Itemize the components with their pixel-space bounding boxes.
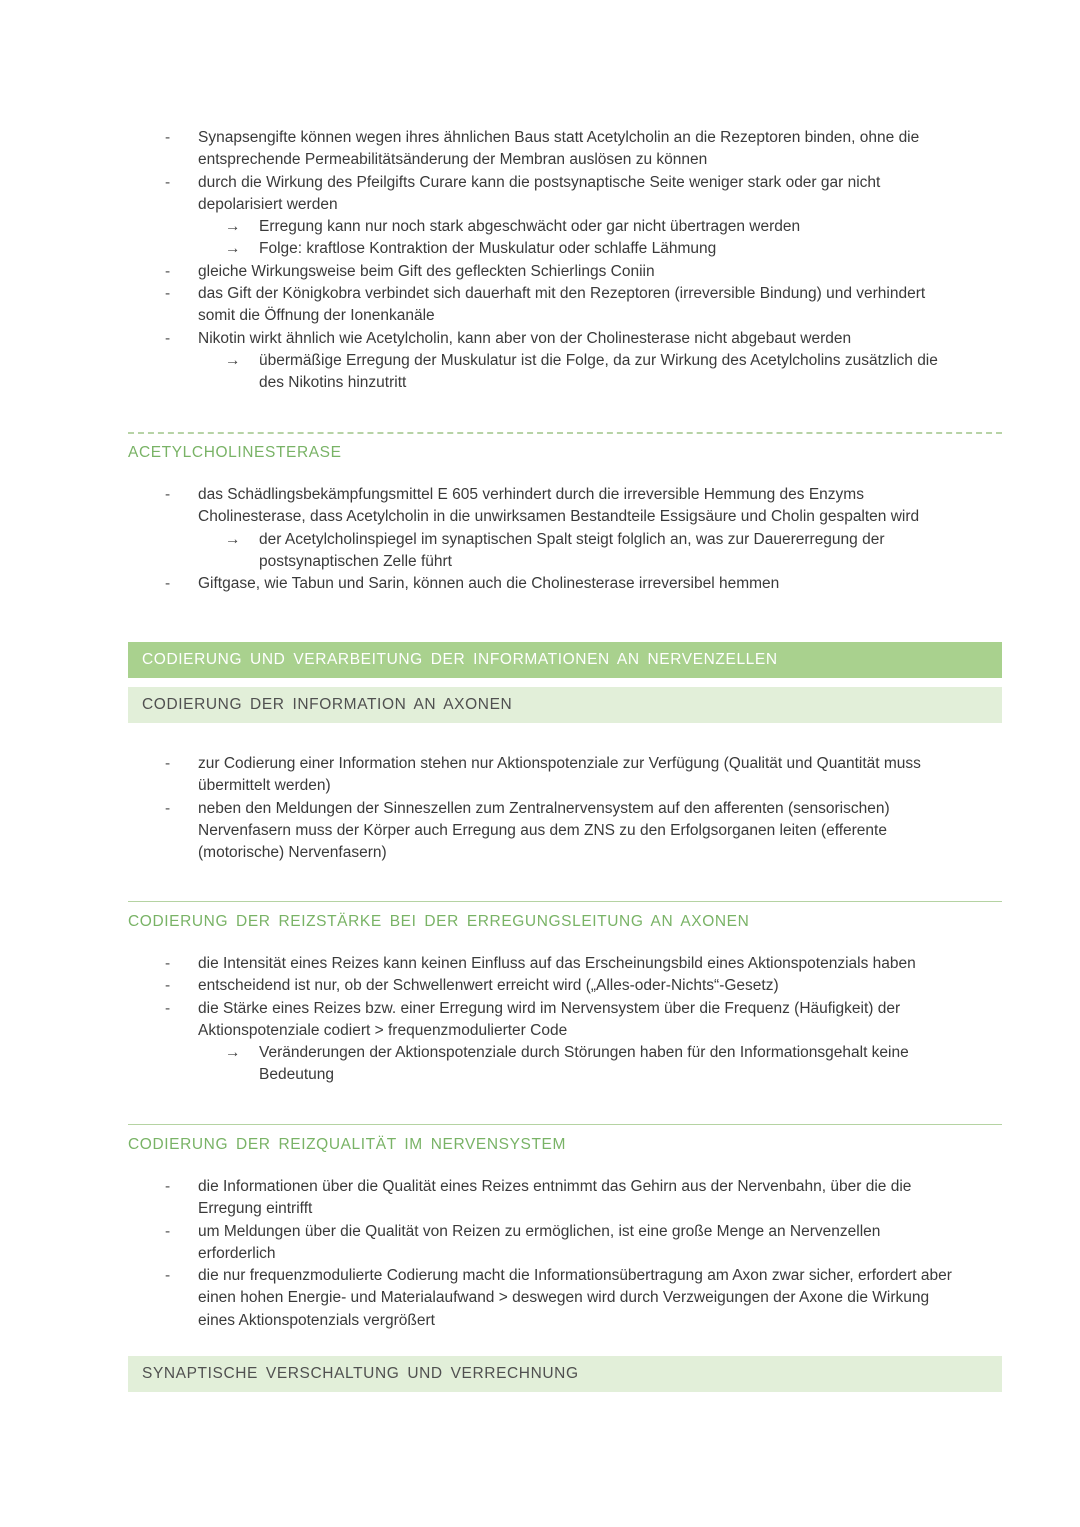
arrow-item — [0, 238, 960, 260]
dash-bullet-icon: - — [165, 486, 171, 503]
dash-bullet-icon: - — [165, 977, 171, 995]
dashed-divider — [128, 432, 1002, 434]
dash-bullet-icon: - — [165, 173, 171, 191]
dash-bullet-icon: - — [165, 329, 171, 347]
bullet-item — [0, 953, 1080, 975]
acetyl-list — [0, 484, 1080, 595]
dash-bullet-icon: - — [165, 1178, 171, 1195]
divider-line — [128, 901, 1002, 902]
arrow-text: Veränderungen der Aktionspotenziale durch Störungen haben für den Informationsgehalt keine Bedeutung — [259, 1044, 909, 1084]
bullet-item — [0, 127, 1080, 172]
bullet-text: die Informationen über die Qualität eines Reizes entnimmt das Gehirn aus der Nervenbahn, über die die Erregung eintrifft — [198, 1178, 912, 1218]
bullet-text: zur Codierung einer Information stehen nur Aktionspotenziale zur Verfügung (Qualität und Quantität muss übermittelt werden) — [198, 755, 921, 795]
arrow-right-icon: → — [225, 240, 241, 258]
bullet-text: die nur frequenzmodulierte Codierung macht die Informationsübertragung am Axon zwar sicher, erfordert aber einen hohen Energie- und Materialaufwand > deswegen wird durch Verzweigungen der Axone die Wirkung eines Aktionspotenzials vergrößert — [198, 1267, 952, 1329]
arrow-text: übermäßige Erregung der Muskulatur ist die Folge, da zur Wirkung des Acetylcholins zusätzlich die des Nikotins hinzutritt — [259, 351, 938, 392]
heading-reizqualitaet: CODIERUNG DER REIZQUALITÄT IM NERVENSYSTEM — [128, 1136, 566, 1153]
bullet-text: das Schädlingsbekämpfungsmittel E 605 verhindert durch die irreversible Hemmung des Enzyms Cholinesterase, dass Acetylcholin in die unwirksamen Bestandteile Essigsäure und Cholin gespalten wird — [198, 486, 920, 526]
arrow-right-icon: → — [225, 351, 241, 369]
subsection-band-axonen: CODIERUNG DER INFORMATION AN AXONEN — [128, 687, 1002, 723]
intro-list — [0, 127, 1080, 395]
bullet-item — [0, 484, 1080, 573]
arrow-item — [0, 1042, 960, 1087]
bullet-item — [0, 1265, 1080, 1332]
bullet-item — [0, 1221, 1080, 1266]
bullet-text: neben den Meldungen der Sinneszellen zum Zentralnervensystem auf den afferenten (sensorischen) Nervenfasern muss der Körper auch Erregung aus dem ZNS zu den Erfolgsorganen leiten (efferente (motorische) Nervenfasern) — [198, 799, 890, 862]
dash-bullet-icon: - — [165, 799, 171, 817]
bullet-text: gleiche Wirkungsweise beim Gift des gefleckten Schierlings Coniin — [198, 262, 655, 280]
divider-line — [128, 1124, 1002, 1125]
reizqualitaet-section — [0, 1176, 1080, 1332]
intro-section — [0, 127, 1080, 395]
dash-bullet-icon: - — [165, 262, 171, 280]
heading-reizstaerke: CODIERUNG DER REIZSTÄRKE BEI DER ERREGUNGSLEITUNG AN AXONEN — [128, 913, 750, 930]
bullet-text: Nikotin wirkt ähnlich wie Acetylcholin, kann aber von der Cholinesterase nicht abgebaut werden — [198, 329, 852, 347]
arrow-text: Erregung kann nur noch stark abgeschwächt oder gar nicht übertragen werden — [259, 218, 801, 236]
section-band-codierung: CODIERUNG UND VERARBEITUNG DER INFORMATIONEN AN NERVENZELLEN — [128, 642, 1002, 678]
reizstaerke-list — [0, 953, 1080, 1087]
bullet-item — [0, 283, 1080, 328]
reizstaerke-section — [0, 953, 1080, 1087]
bullet-text: das Gift der Königkobra verbindet sich dauerhaft mit den Rezeptoren (irreversible Bindung) und verhindert somit die Öffnung der Ionenkanäle — [198, 285, 926, 325]
arrow-item — [0, 216, 960, 238]
dash-bullet-icon: - — [165, 955, 171, 972]
bullet-text: die Stärke eines Reizes bzw. einer Erregung wird im Nervensystem über die Frequenz (Häufigkeit) der Aktionspotenziale codiert > frequenzmodulierter Code — [198, 999, 901, 1039]
arrow-sublist — [198, 216, 960, 261]
acetyl-section — [0, 484, 1080, 595]
bullet-item — [0, 798, 1080, 865]
dash-bullet-icon: - — [165, 285, 171, 303]
arrow-text: der Acetylcholinspiegel im synaptischen Spalt steigt folglich an, was zur Dauererregung der postsynaptischen Zelle führt — [259, 530, 885, 570]
bullet-text: die Intensität eines Reizes kann keinen Einfluss auf das Erscheinungsbild eines Aktionspotenzials haben — [198, 955, 916, 972]
dash-bullet-icon: - — [165, 1222, 171, 1240]
heading-acetylcholinesterase: ACETYLCHOLINESTERASE — [128, 444, 342, 461]
bullet-item — [0, 328, 1080, 395]
bullet-item — [0, 172, 1080, 261]
axon-section — [0, 753, 1080, 864]
bullet-text: Giftgase, wie Tabun und Sarin, können auch die Cholinesterase irreversibel hemmen — [198, 575, 780, 593]
arrow-item — [0, 529, 960, 574]
dash-bullet-icon: - — [165, 129, 171, 146]
arrow-right-icon: → — [225, 530, 241, 548]
reizqualitaet-list — [0, 1176, 1080, 1332]
dash-bullet-icon: - — [165, 755, 171, 772]
dash-bullet-icon: - — [165, 1267, 171, 1285]
bullet-text: um Meldungen über die Qualität von Reizen zu ermöglichen, ist eine große Menge an Nervenzellen erforderlich — [198, 1222, 881, 1262]
bullet-text: durch die Wirkung des Pfeilgifts Curare kann die postsynaptische Seite weniger stark oder gar nicht depolarisiert werden — [198, 173, 881, 213]
bullet-item — [0, 753, 1080, 798]
arrow-item — [0, 350, 960, 395]
arrow-right-icon: → — [225, 218, 241, 236]
dash-bullet-icon: - — [165, 575, 171, 593]
bullet-text: Synapsengifte können wegen ihres ähnlichen Baus statt Acetylcholin an die Rezeptoren binden, ohne die entsprechende Permeabilitätsänderung der Membran auslösen zu können — [198, 129, 920, 169]
bullet-item — [0, 261, 1080, 283]
bullet-item — [0, 975, 1080, 997]
subsection-band-synaptische: SYNAPTISCHE VERSCHALTUNG UND VERRECHNUNG — [128, 1356, 1002, 1392]
arrow-text: Folge: kraftlose Kontraktion der Muskulatur oder schlaffe Lähmung — [259, 240, 717, 258]
bullet-item — [0, 573, 1080, 595]
dash-bullet-icon: - — [165, 999, 171, 1017]
arrow-sublist — [198, 529, 960, 574]
axon-list — [0, 753, 1080, 864]
arrow-sublist — [198, 350, 960, 395]
arrow-right-icon: → — [225, 1044, 241, 1062]
arrow-sublist — [198, 1042, 960, 1087]
bullet-item — [0, 1176, 1080, 1221]
bullet-text: entscheidend ist nur, ob der Schwellenwert erreicht wird („Alles-oder-Nichts“-Gesetz) — [198, 977, 779, 995]
bullet-item — [0, 998, 1080, 1087]
